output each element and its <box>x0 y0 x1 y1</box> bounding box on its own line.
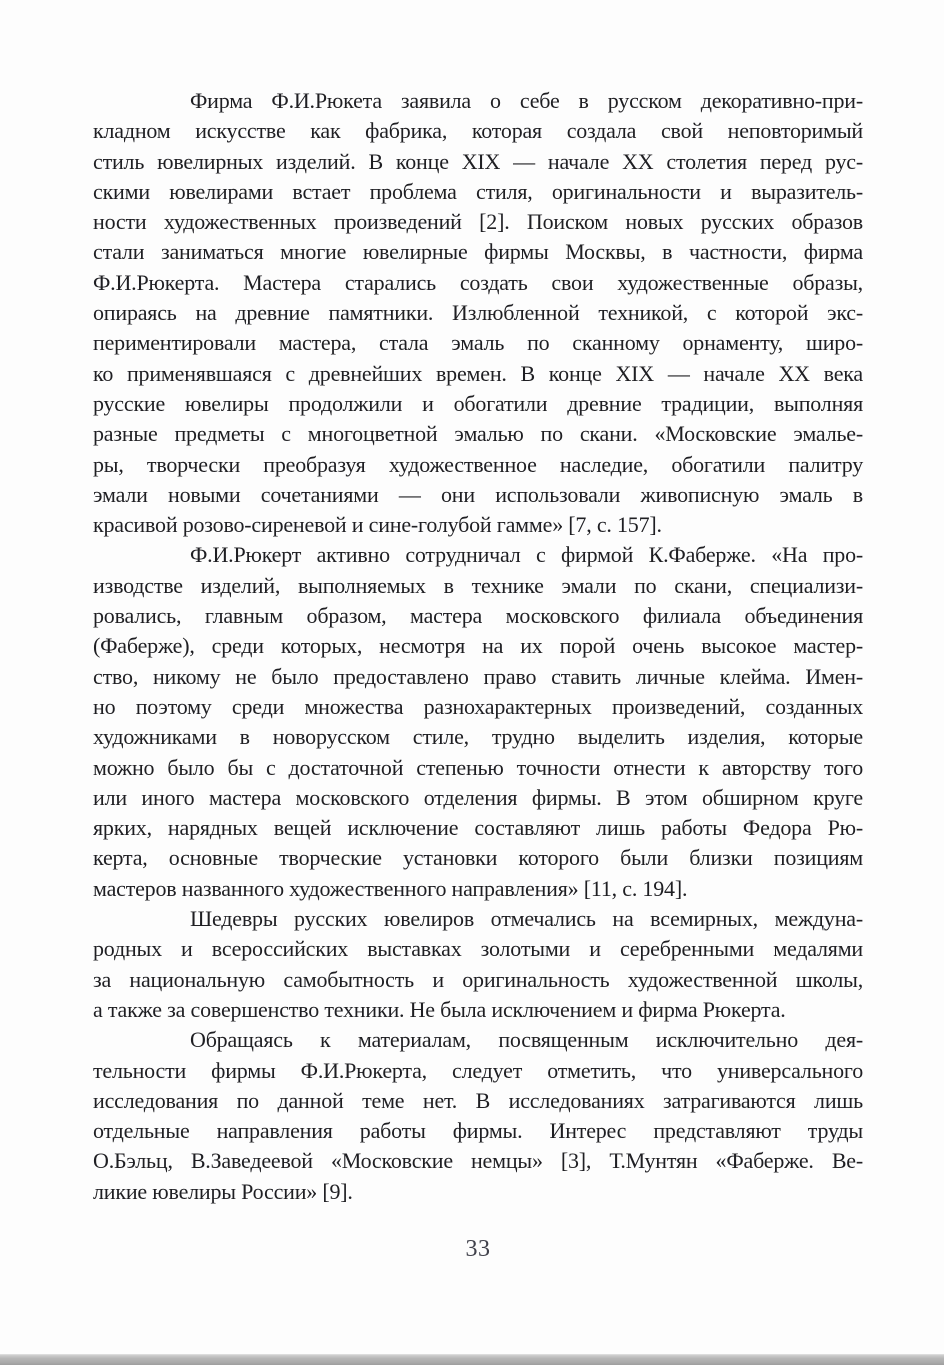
text-line: Обращаясь к материалам, посвященным исключительно дея- <box>190 1027 863 1053</box>
text-line: стали заниматься многие ювелирные фирмы Москвы, в частности, фирма <box>93 239 863 265</box>
text-line: за национальную самобытность и оригинальность художественной школы, <box>93 966 863 992</box>
text-line: периментировали мастера, стала эмаль по сканному орнаменту, широ- <box>93 330 863 356</box>
page-number: 33 <box>465 1236 491 1262</box>
text-line: ство, никому не было предоставлено право ставить личные клейма. Имен- <box>93 663 863 689</box>
text-line: исследования по данной теме нет. В исследованиях затрагиваются лишь <box>93 1087 863 1113</box>
window-bottom-bar <box>0 1354 944 1365</box>
text-line: ности художественных произведений [2]. Поиском новых русских образов <box>93 209 863 235</box>
text-line: керта, основные творческие установки которого были близки позициям <box>93 845 863 871</box>
text-line: но поэтому среди множества разнохарактерных произведений, созданных <box>93 693 863 719</box>
text-line: разные предметы с многоцветной эмалью по скани. «Московские эмалье- <box>93 421 863 447</box>
text-line: скими ювелирами встает проблема стиля, оригинальности и выразитель- <box>93 178 863 204</box>
text-line: изводстве изделий, выполняемых в технике эмали по скани, специализи- <box>93 572 863 598</box>
text-line: кладном искусстве как фабрика, которая создала свой неповторимый <box>93 118 863 144</box>
text-line: Фирма Ф.И.Рюкета заявила о себе в русском декоративно-при- <box>190 88 863 113</box>
text-line: (Фаберже), среди которых, несмотря на их порой очень высокое мастер- <box>93 633 863 659</box>
text-line: ликие ювелиры России» [9]. <box>93 1178 353 1204</box>
text-line: стиль ювелирных изделий. В конце XIX — начале XX столетия перед рус- <box>93 148 863 174</box>
text-line: мастеров названного художественного направления» [11, с. 194]. <box>93 875 688 901</box>
text-line: Ф.И.Рюкерт активно сотрудничал с фирмой К.Фаберже. «На про- <box>190 542 863 568</box>
body-text <box>93 86 863 1207</box>
text-line: можно было бы с достаточной степенью точности отнести к авторству того <box>93 754 863 780</box>
text-line: родных и всероссийских выставках золотыми и серебренными медалями <box>93 936 863 962</box>
text-line: О.Бэльц, В.Заведеевой «Московские немцы» [3], Т.Мунтян «Фаберже. Ве- <box>93 1148 863 1174</box>
text-line: опираясь на древние памятники. Излюбленной техникой, с которой экс- <box>93 300 863 326</box>
text-line: Шедевры русских ювелиров отмечались на всемирных, междуна- <box>190 906 863 932</box>
text-line: красивой розово-сиреневой и сине-голубой гамме» [7, с. 157]. <box>93 512 662 538</box>
text-line: а также за совершенство техники. Не была исключением и фирма Рюкерта. <box>93 996 786 1022</box>
text-line: отдельные направления работы фирмы. Интерес представляют труды <box>93 1118 863 1144</box>
text-line: ровались, главным образом, мастера московского филиала объединения <box>93 603 863 629</box>
text-line: русские ювелиры продолжили и обогатили древние традиции, выполняя <box>93 390 863 416</box>
text-line: тельности фирмы Ф.И.Рюкерта, следует отметить, что универсального <box>93 1057 863 1083</box>
text-line: ко применявшаяся с древнейших времен. В конце XIX — начале XX века <box>93 360 863 386</box>
text-line: художниками в новорусском стиле, трудно выделить изделия, которые <box>93 724 863 750</box>
text-line: ры, творчески преобразуя художественное наследие, обогатили палитру <box>93 451 863 477</box>
text-line: ярких, нарядных вещей исключение составляют лишь работы Федора Рю- <box>93 815 863 841</box>
text-line: эмали новыми сочетаниями — они использовали живописную эмаль в <box>93 481 863 507</box>
text-line: или иного мастера московского отделения фирмы. В этом обширном круге <box>93 784 863 810</box>
text-line: Ф.И.Рюкерта. Мастера старались создать свои художественные образы, <box>93 269 863 295</box>
